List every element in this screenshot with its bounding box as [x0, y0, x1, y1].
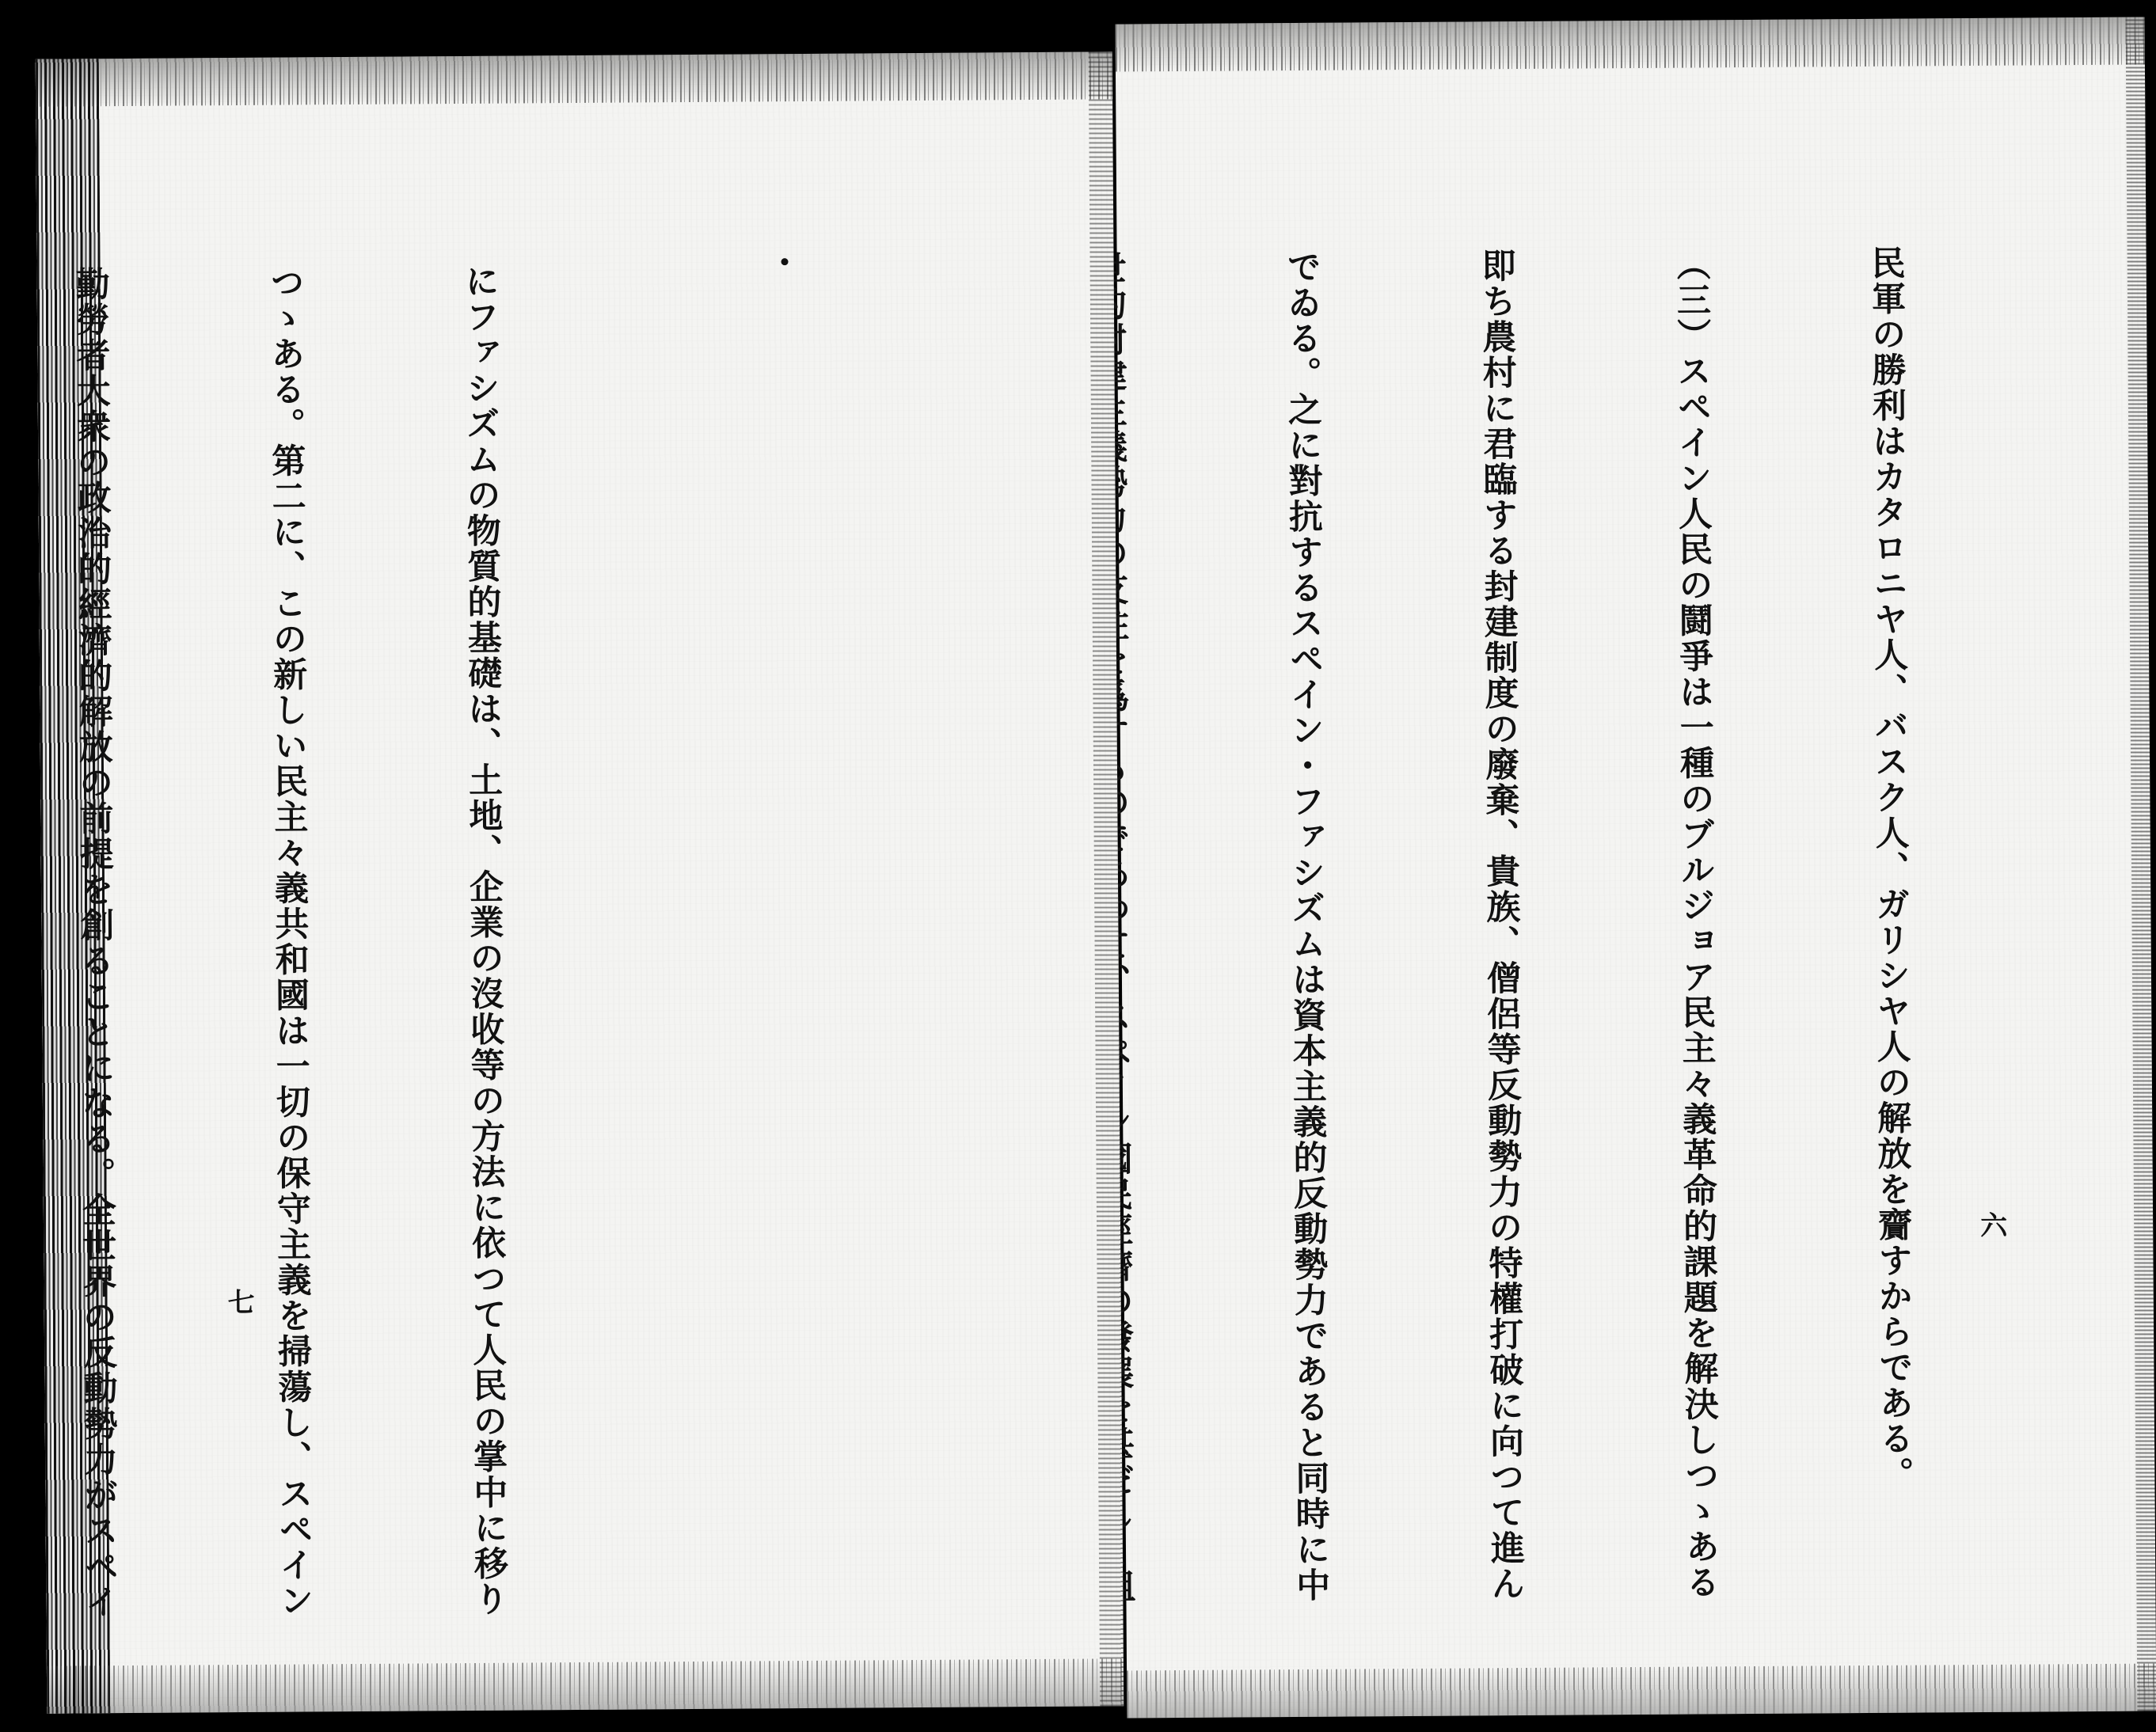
right-page — [1116, 17, 2156, 1718]
scan-noise-edge — [2126, 17, 2156, 1711]
scan-noise-bottom — [47, 1658, 1124, 1713]
text-line: 民軍の勝利はカタロニヤ人、バスク人、ガリシヤ人の解放を齎すからである。 — [1865, 245, 1915, 1492]
text-line: （三）スペイン人民の鬪爭は一種のブルジョア民主々義革命的課題を解決しつゝある — [1671, 246, 1721, 1601]
ink-dot — [781, 258, 788, 265]
scan-noise-bottom — [1127, 1663, 2156, 1718]
left-page-text — [0, 262, 652, 1675]
text-line: 即ち農村に君臨する封建制度の廢棄、貴族、僧侶等反動勢力の特權打破に向つて進ん — [1476, 248, 1526, 1602]
page-number: 六 — [1980, 1210, 2008, 1242]
text-line: つゝある。第二に、この新しい民主々義共和國は一切の保守主義を掃蕩し、スペイン — [264, 264, 314, 1619]
scan-noise-top — [36, 51, 1112, 106]
text-line: 勤勞者大衆の政治的經濟的解放の前提を創ることになる。全世界の反動勢力がスペイ — [70, 266, 120, 1620]
page-number: 七 — [227, 1286, 255, 1320]
text-line: にファシズムの物質的基礎は、土地、企業の沒收等の方法に依つて人民の掌中に移り — [459, 263, 509, 1617]
scan-noise-top — [1116, 17, 2145, 71]
left-page — [36, 51, 1124, 1713]
text-line: でゐる。之に對抗するスペイン・ファシズムは資本主義的反動勢力であると同時に中 — [1281, 249, 1331, 1604]
